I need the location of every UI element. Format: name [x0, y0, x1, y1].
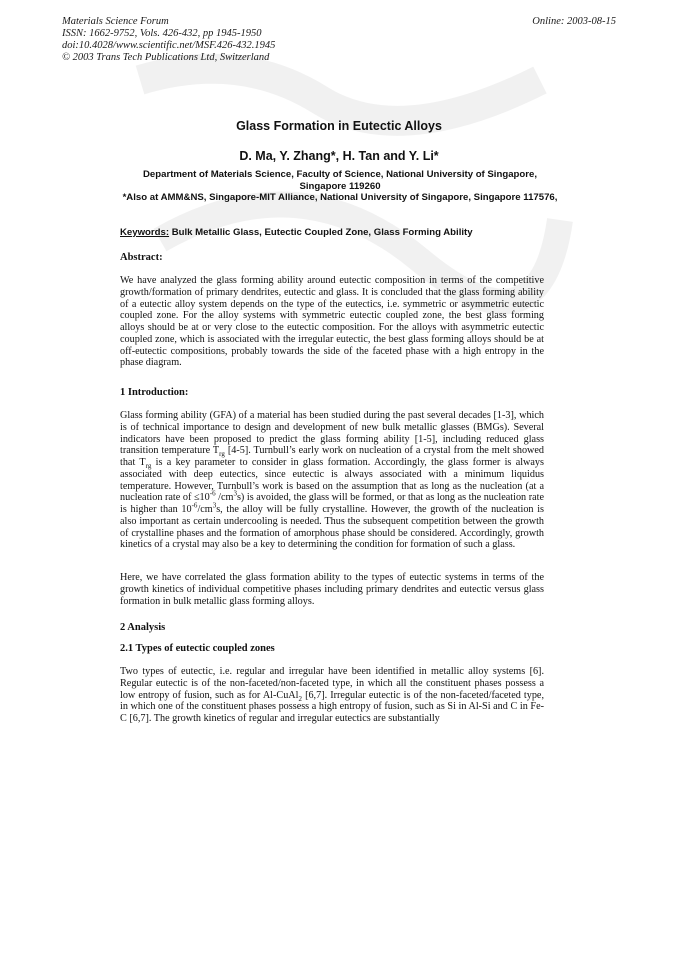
abstract-heading: Abstract:	[120, 252, 163, 263]
keywords-text: Bulk Metallic Glass, Eutectic Coupled Zone, Glass Forming Ability	[171, 227, 473, 238]
online-date: Online: 2003-08-15	[532, 16, 616, 27]
journal-name: Materials Science Forum	[62, 16, 169, 27]
introduction-paragraph-2: Here, we have correlated the glass formation ability to the types of eutectic systems in terms of the growth kinetics of individual competitive phases including primary dendrites and eutectic versus glass formation in bulk metallic glass forming alloys.	[120, 572, 544, 607]
affiliation-2: *Also at AMM&NS, Singapore-MIT Alliance, National University of Singapore, Singapore 117576,	[122, 192, 558, 203]
eutectic-types-paragraph: Two types of eutectic, i.e. regular and irregular have been identified in metallic alloy systems [6]. Regular eutectic is of the non-faceted/non-faceted type, in which all the constituent phases possess a low entropy of fusion, such as for Al-CuAl$_2$ [6,7]. Irregular eutectic is of the non-faceted/faceted type, in which one of the constituent phases possess a high entropy of fusion, such as Si in Al-Si and C in Fe-C [6,7]. The growth kinetics of regular and irregular eutectics are substantially	[120, 666, 545, 724]
subsection-heading: 2.1 Types of eutectic coupled zones	[120, 643, 275, 654]
doi-line[interactable]: doi:10.4028/www.scientific.net/MSF.426-432.1945	[62, 40, 276, 51]
paper-title: Glass Formation in Eutectic Alloys	[236, 119, 442, 133]
journal-header	[62, 16, 275, 64]
introduction-paragraph-1: Glass forming ability (GFA) of a material has been studied during the past several decades [1-3], which is of technical importance to design and development of new bulk metallic glasses (BMGs). Several indicators have been proposed to predict the glass forming ability [1-5], including reduced glass transition temperature $T_{rg}$ [4-5]. Turnbull’s early work on nucleation of a crystal from the melt showed that $T_{rg}$ is a key parameter to consider in glass formation. Accordingly, the glass former is always associated with deep eutectics, since eutectic is always associated with a minimum liquidus temperature. However, Turnbull’s work is based on the assumption that as long as the nucleation (at a nucleation rate of $\le 10^{-6}$ $/cm^3s$) is avoided, the glass will be formed, or that as long as the nucleation rate is higher than $10^{-6}/cm^3s$, the alloy will be fully crystalline. However, the growth of the nucleation is also important as certain undercooling is needed. Thus the subsequent competition between the growth of crystalline phases and the formation of amorphous phase should be considered. Accordingly, growth kinetics of a crystal may also be a key to determining the condition for formation of such a glass.	[120, 410, 545, 551]
analysis-heading: 2 Analysis	[120, 622, 166, 633]
introduction-heading: 1 Introduction:	[120, 387, 189, 398]
copyright-line: © 2003 Trans Tech Publications Ltd, Switzerland	[62, 52, 270, 63]
issn-line: ISSN: 1662-9752, Vols. 426-432, pp 1945-1950	[62, 28, 262, 39]
keywords-label: Keywords:	[120, 227, 170, 238]
abstract-text: We have analyzed the glass forming ability around eutectic composition in terms of the competitive growth/formation of primary dendrites, eutectic and glass. It is concluded that the glass forming ability of a eutectic alloy system depends on the type of the eutectics, i.e. symmetric or asymmetric eutectic coupled zone. For the alloy systems with symmetric eutectic coupled zone, the best glass forming alloys should be at or very close to the eutectic composition. For the alloys with asymmetric eutectic coupled zone, which is associated with the irregular eutectic, the best glass forming alloys should be at off-eutectic compositions, probably towards the side of the faceted phase with a high entropy in the phase diagram.	[120, 275, 544, 369]
affiliation-1: Department of Materials Science, Faculty of Science, National University of Singapore, Singapore 119260	[143, 169, 537, 192]
keywords-line	[120, 227, 473, 238]
author-list: D. Ma, Y. Zhang*, H. Tan and Y. Li*	[239, 149, 439, 163]
